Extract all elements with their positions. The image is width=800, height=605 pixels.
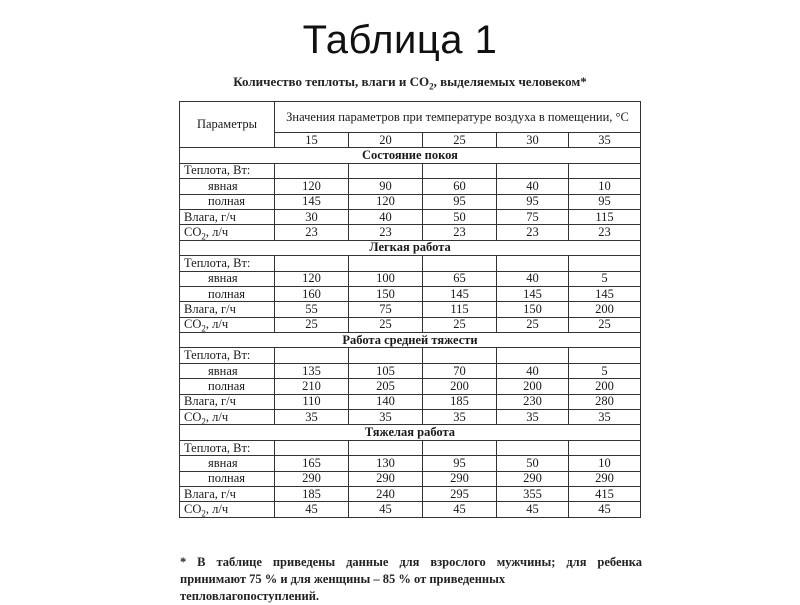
value-cell: 145 bbox=[569, 286, 641, 301]
value-cell: 280 bbox=[569, 394, 641, 409]
value-cell bbox=[275, 256, 349, 271]
value-cell: 70 bbox=[423, 363, 497, 378]
value-cell: 23 bbox=[497, 225, 569, 240]
table-row bbox=[180, 363, 641, 378]
value-cell: 230 bbox=[497, 394, 569, 409]
value-cell: 45 bbox=[423, 502, 497, 517]
value-cell: 35 bbox=[497, 410, 569, 425]
values-header: Значения параметров при температуре воздуха в помещении, °С bbox=[275, 102, 641, 133]
table-row bbox=[180, 471, 641, 486]
value-cell: 65 bbox=[423, 271, 497, 286]
row-label: полная bbox=[180, 286, 275, 301]
value-cell: 60 bbox=[423, 179, 497, 194]
value-cell bbox=[569, 256, 641, 271]
value-cell: 135 bbox=[275, 363, 349, 378]
value-cell bbox=[275, 440, 349, 455]
section-title: Работа средней тяжести bbox=[180, 333, 641, 348]
value-cell bbox=[275, 348, 349, 363]
value-cell bbox=[349, 163, 423, 178]
value-cell: 110 bbox=[275, 394, 349, 409]
table-row bbox=[180, 317, 641, 332]
footnote-line: * В таблице приведены данные для взрослого мужчины; для ребенка bbox=[180, 555, 642, 569]
value-cell: 40 bbox=[497, 179, 569, 194]
value-cell: 200 bbox=[569, 379, 641, 394]
row-label bbox=[180, 410, 275, 425]
section-row bbox=[180, 333, 641, 348]
table-row bbox=[180, 302, 641, 317]
value-cell: 25 bbox=[275, 317, 349, 332]
value-cell: 290 bbox=[497, 471, 569, 486]
value-cell bbox=[349, 256, 423, 271]
value-cell: 165 bbox=[275, 456, 349, 471]
value-cell bbox=[497, 163, 569, 178]
value-cell: 145 bbox=[423, 286, 497, 301]
table-row bbox=[180, 256, 641, 271]
table-row bbox=[180, 194, 641, 209]
value-cell: 140 bbox=[349, 394, 423, 409]
caption-text-end: , выделяемых человеком* bbox=[433, 74, 587, 89]
table-row bbox=[180, 410, 641, 425]
value-cell: 50 bbox=[423, 209, 497, 224]
row-label: полная bbox=[180, 471, 275, 486]
row-label-text: СО bbox=[184, 225, 202, 240]
row-label-subscript: 2 bbox=[201, 416, 206, 425]
value-cell: 200 bbox=[423, 379, 497, 394]
row-label-text: СО bbox=[184, 409, 202, 424]
value-cell bbox=[569, 440, 641, 455]
value-cell: 100 bbox=[349, 271, 423, 286]
table-row bbox=[180, 486, 641, 501]
value-cell: 105 bbox=[349, 363, 423, 378]
footnote bbox=[180, 554, 642, 605]
table-row bbox=[180, 209, 641, 224]
value-cell: 55 bbox=[275, 302, 349, 317]
row-label-text: СО bbox=[184, 317, 202, 332]
table-row bbox=[180, 179, 641, 194]
value-cell bbox=[569, 348, 641, 363]
row-label-text: СО bbox=[184, 502, 202, 517]
value-cell: 35 bbox=[349, 410, 423, 425]
value-cell: 200 bbox=[569, 302, 641, 317]
value-cell: 35 bbox=[569, 410, 641, 425]
table-caption bbox=[180, 74, 640, 92]
row-label: явная bbox=[180, 271, 275, 286]
value-cell: 240 bbox=[349, 486, 423, 501]
heat-moisture-table bbox=[179, 101, 641, 518]
value-cell: 5 bbox=[569, 363, 641, 378]
section-title: Легкая работа bbox=[180, 240, 641, 255]
value-cell: 205 bbox=[349, 379, 423, 394]
value-cell: 355 bbox=[497, 486, 569, 501]
row-label: полная bbox=[180, 194, 275, 209]
value-cell bbox=[423, 348, 497, 363]
value-cell: 40 bbox=[497, 271, 569, 286]
value-cell: 120 bbox=[275, 271, 349, 286]
value-cell bbox=[349, 440, 423, 455]
row-label-unit: , л/ч bbox=[205, 225, 229, 240]
value-cell: 10 bbox=[569, 456, 641, 471]
value-cell: 120 bbox=[349, 194, 423, 209]
row-label: Теплота, Вт: bbox=[180, 440, 275, 455]
value-cell: 23 bbox=[349, 225, 423, 240]
value-cell bbox=[497, 348, 569, 363]
value-cell: 145 bbox=[275, 194, 349, 209]
value-cell: 40 bbox=[349, 209, 423, 224]
value-cell: 25 bbox=[349, 317, 423, 332]
row-label-unit: , л/ч bbox=[205, 502, 229, 517]
section-title: Тяжелая работа bbox=[180, 425, 641, 440]
row-label: явная bbox=[180, 363, 275, 378]
row-label: Теплота, Вт: bbox=[180, 348, 275, 363]
value-cell bbox=[275, 163, 349, 178]
value-cell: 95 bbox=[569, 194, 641, 209]
value-cell: 25 bbox=[497, 317, 569, 332]
value-cell bbox=[569, 163, 641, 178]
temperature-cell: 20 bbox=[349, 133, 423, 148]
row-label: Теплота, Вт: bbox=[180, 256, 275, 271]
value-cell: 115 bbox=[423, 302, 497, 317]
value-cell: 23 bbox=[569, 225, 641, 240]
table-row bbox=[180, 271, 641, 286]
value-cell: 45 bbox=[497, 502, 569, 517]
value-cell: 295 bbox=[423, 486, 497, 501]
row-label: полная bbox=[180, 379, 275, 394]
value-cell: 40 bbox=[497, 363, 569, 378]
caption-text: Количество теплоты, влаги и СО bbox=[233, 74, 430, 89]
value-cell: 5 bbox=[569, 271, 641, 286]
row-label: Влага, г/ч bbox=[180, 209, 275, 224]
value-cell: 23 bbox=[423, 225, 497, 240]
value-cell: 290 bbox=[423, 471, 497, 486]
section-row bbox=[180, 425, 641, 440]
value-cell: 45 bbox=[569, 502, 641, 517]
value-cell bbox=[423, 163, 497, 178]
value-cell: 120 bbox=[275, 179, 349, 194]
value-cell: 45 bbox=[349, 502, 423, 517]
row-label-subscript: 2 bbox=[201, 508, 206, 518]
caption-subscript: 2 bbox=[429, 81, 434, 92]
value-cell bbox=[423, 440, 497, 455]
row-label: Теплота, Вт: bbox=[180, 163, 275, 178]
value-cell bbox=[349, 348, 423, 363]
row-label: явная bbox=[180, 456, 275, 471]
value-cell: 25 bbox=[569, 317, 641, 332]
value-cell bbox=[423, 256, 497, 271]
row-label: Влага, г/ч bbox=[180, 302, 275, 317]
table-row bbox=[180, 225, 641, 240]
value-cell bbox=[497, 256, 569, 271]
temperature-cell: 35 bbox=[569, 133, 641, 148]
value-cell: 35 bbox=[275, 410, 349, 425]
section-title: Состояние покоя bbox=[180, 148, 641, 163]
table-row bbox=[180, 440, 641, 455]
value-cell: 25 bbox=[423, 317, 497, 332]
value-cell: 115 bbox=[569, 209, 641, 224]
row-label-subscript: 2 bbox=[201, 231, 206, 241]
value-cell: 210 bbox=[275, 379, 349, 394]
value-cell: 290 bbox=[569, 471, 641, 486]
value-cell: 45 bbox=[275, 502, 349, 517]
row-label bbox=[180, 317, 275, 332]
table-row bbox=[180, 394, 641, 409]
row-label-unit: , л/ч bbox=[205, 317, 229, 332]
param-header: Параметры bbox=[180, 102, 275, 148]
value-cell: 150 bbox=[349, 286, 423, 301]
value-cell: 130 bbox=[349, 456, 423, 471]
footnote-line: принимают 75 % и для женщины – 85 % от приведенных тепловлагопоступлений. bbox=[180, 572, 506, 603]
value-cell: 185 bbox=[423, 394, 497, 409]
row-label: явная bbox=[180, 179, 275, 194]
section-row bbox=[180, 148, 641, 163]
value-cell: 95 bbox=[497, 194, 569, 209]
value-cell: 75 bbox=[497, 209, 569, 224]
value-cell: 75 bbox=[349, 302, 423, 317]
table-row bbox=[180, 286, 641, 301]
row-label-subscript: 2 bbox=[201, 323, 206, 333]
value-cell: 90 bbox=[349, 179, 423, 194]
value-cell: 150 bbox=[497, 302, 569, 317]
value-cell: 185 bbox=[275, 486, 349, 501]
row-label-unit: , л/ч bbox=[205, 409, 229, 424]
row-label: Влага, г/ч bbox=[180, 486, 275, 501]
table-row bbox=[180, 163, 641, 178]
table-row bbox=[180, 348, 641, 363]
row-label: Влага, г/ч bbox=[180, 394, 275, 409]
value-cell: 290 bbox=[349, 471, 423, 486]
value-cell: 145 bbox=[497, 286, 569, 301]
value-cell: 10 bbox=[569, 179, 641, 194]
table-row bbox=[180, 502, 641, 517]
table-row bbox=[180, 379, 641, 394]
value-cell: 95 bbox=[423, 456, 497, 471]
row-label bbox=[180, 225, 275, 240]
value-cell: 200 bbox=[497, 379, 569, 394]
temperature-cell: 30 bbox=[497, 133, 569, 148]
temperature-cell: 15 bbox=[275, 133, 349, 148]
section-row bbox=[180, 240, 641, 255]
value-cell: 160 bbox=[275, 286, 349, 301]
slide-title: Таблица 1 bbox=[302, 18, 498, 62]
value-cell: 23 bbox=[275, 225, 349, 240]
table-row bbox=[180, 456, 641, 471]
value-cell bbox=[497, 440, 569, 455]
row-label bbox=[180, 502, 275, 517]
value-cell: 30 bbox=[275, 209, 349, 224]
value-cell: 415 bbox=[569, 486, 641, 501]
value-cell: 290 bbox=[275, 471, 349, 486]
temperature-cell: 25 bbox=[423, 133, 497, 148]
header-row bbox=[180, 102, 641, 133]
value-cell: 35 bbox=[423, 410, 497, 425]
value-cell: 95 bbox=[423, 194, 497, 209]
value-cell: 50 bbox=[497, 456, 569, 471]
